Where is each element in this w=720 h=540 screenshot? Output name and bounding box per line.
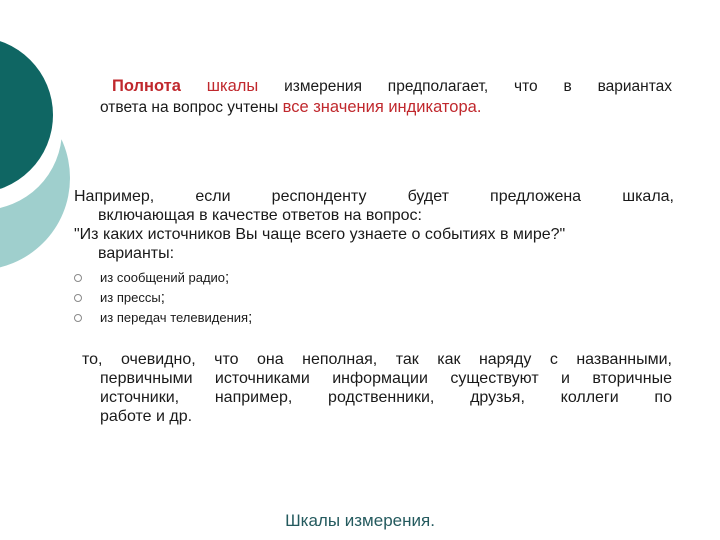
all-indicator-values: все значения индикатора. [282,98,482,116]
example-paragraph [74,187,674,263]
conclusion-line-3: источники, например, родственники, друзья, коллеги по [100,389,672,406]
footer-title: Шкалы измерения. [285,511,435,530]
option-text: из передач телевидения [100,310,249,325]
example-question-line: "Из каких источников Вы чаще всего узнаете о событиях в мире?" [74,226,566,243]
option-punct: ; [248,309,253,326]
circle-bullet-icon [74,274,82,282]
example-line-4: варианты: [98,245,175,262]
definition-line-2-start: ответа на вопрос учтены [100,99,279,116]
circle-bullet-icon [74,314,82,322]
term-scale: шкалы [206,77,259,95]
conclusion-line-2: первичными источниками информации существуют и вторичные [100,370,672,387]
definition-line-2 [100,97,672,118]
conclusion-line-4: работе и др. [100,408,193,425]
example-line-2: включающая в качестве ответов на вопрос: [98,207,422,224]
option-text: из прессы [100,290,161,305]
list-item [74,308,474,328]
answer-options-list [74,268,474,328]
option-punct: ; [160,289,165,306]
list-item [74,288,474,308]
circle-bullet-icon [74,294,82,302]
definition-line-1 [100,76,672,97]
option-punct: ; [225,269,230,286]
option-text: из сообщений радио [100,270,226,285]
definition-paragraph [100,76,672,118]
term-completeness: Полнота [112,77,181,95]
conclusion-paragraph [82,350,672,426]
definition-line-1-rest: измерения предполагает, что в вариантах [284,78,673,95]
conclusion-line-1: то, очевидно, что она неполная, так как наряду с названными, [82,351,672,368]
example-line-1: Например, если респонденту будет предложена шкала, [74,188,674,205]
slide-footer [0,511,720,531]
list-item [74,268,474,288]
